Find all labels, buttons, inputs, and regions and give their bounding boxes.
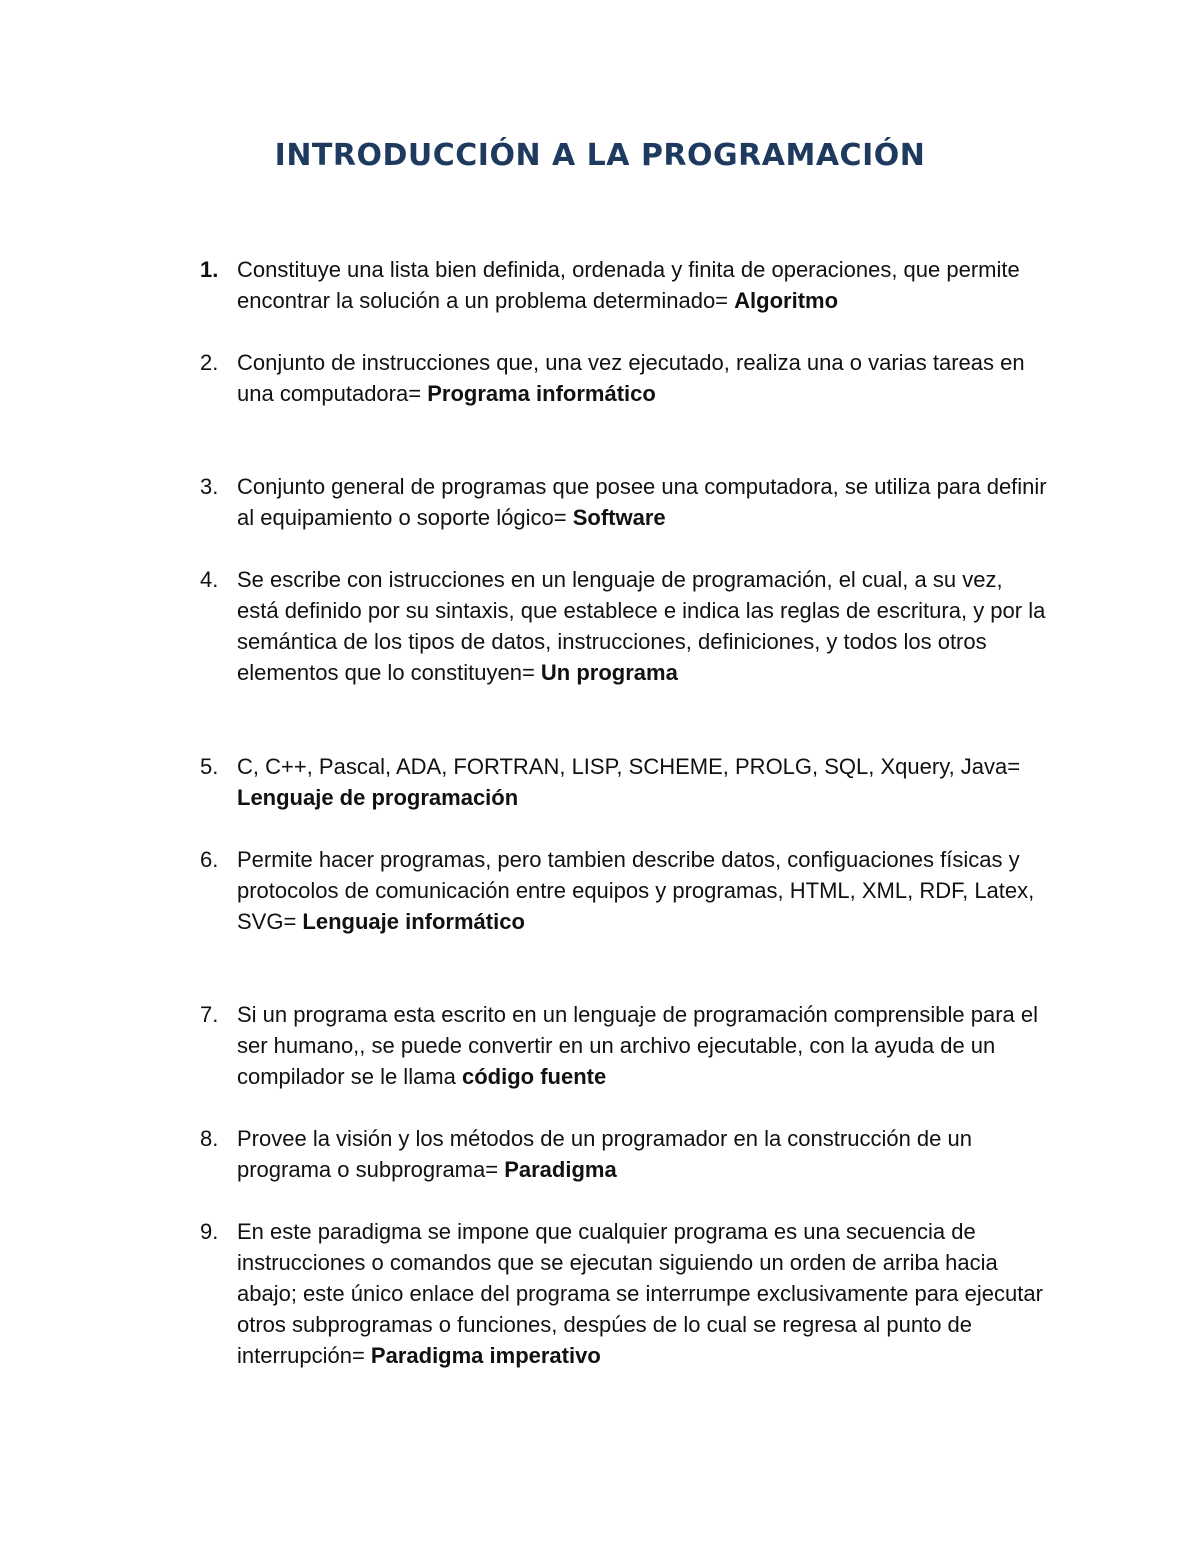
item-number: 2. xyxy=(200,350,219,375)
item-term: Lenguaje informático xyxy=(302,909,525,934)
list-item-6 xyxy=(200,844,1050,937)
item-number: 5. xyxy=(200,754,219,779)
document-title: INTRODUCCIÓN A LA PROGRAMACIÓN xyxy=(274,138,926,173)
item-number: 6. xyxy=(200,847,219,872)
item-text-4 xyxy=(237,564,1050,688)
item-number: 4. xyxy=(200,567,219,592)
item-definition: En este paradigma se impone que cualquier programa es una secuencia de instrucciones o comandos que se ejecutan siguiendo un orden de arriba hacia abajo; este único enlace del programa se interrumpe exclusivamente para ejecutar otros subprogramas o funciones, despúes de lo cual se regresa al punto de interrupción= xyxy=(237,1219,1043,1368)
item-definition: Permite hacer programas, pero tambien describe datos, configuaciones físicas y protocolos de comunicación entre equipos y programas, HTML, XML, RDF, Latex, SVG= xyxy=(237,847,1035,934)
list-item-3 xyxy=(200,471,1050,533)
item-number: 9. xyxy=(200,1219,219,1244)
item-definition: Conjunto general de programas que posee una computadora, se utiliza para definir al equipamiento o soporte lógico= xyxy=(237,474,1047,530)
item-text-6 xyxy=(237,844,1050,937)
item-definition: Se escribe con istrucciones en un lenguaje de programación, el cual, a su vez, está definido por su sintaxis, que establece e indica las reglas de escritura, y por la semántica de los tipos de datos, instrucciones, definiciones, y todos los otros elementos que lo constituyen= xyxy=(237,567,1046,685)
item-text-3 xyxy=(237,471,1050,533)
item-text-9 xyxy=(237,1216,1050,1371)
item-term: Paradigma imperativo xyxy=(370,1343,601,1368)
item-term: Paradigma xyxy=(504,1157,617,1182)
item-definition: Si un programa esta escrito en un lenguaje de programación comprensible para el ser humano,, se puede convertir en un archivo ejecutable, con la ayuda de un compilador se le llama xyxy=(237,1002,1039,1089)
item-term: Un programa xyxy=(540,660,678,685)
list-item-1 xyxy=(200,254,1050,316)
item-number: 1. xyxy=(200,257,219,282)
list-item-7 xyxy=(200,999,1050,1092)
item-definition: Constituye una lista bien definida, ordenada y finita de operaciones, que permite encontrar la solución a un problema determinado= xyxy=(237,257,1020,313)
item-term: código fuente xyxy=(461,1064,607,1089)
list-item-4 xyxy=(200,564,1050,688)
item-text-5 xyxy=(237,751,1050,813)
item-text-2 xyxy=(237,347,1050,409)
item-definition: C, C++, Pascal, ADA, FORTRAN, LISP, SCHEME, PROLG, SQL, Xquery, Java= xyxy=(237,754,1021,779)
item-text-7 xyxy=(237,999,1050,1092)
item-text-8 xyxy=(237,1123,1050,1185)
item-number: 8. xyxy=(200,1126,219,1151)
item-definition: Provee la visión y los métodos de un programador en la construcción de un programa o subprograma= xyxy=(237,1126,972,1182)
item-definition: Conjunto de instrucciones que, una vez ejecutado, realiza una o varias tareas en una computadora= xyxy=(237,350,1025,406)
list-item-9 xyxy=(200,1216,1050,1371)
item-term: Lenguaje de programación xyxy=(237,785,519,810)
item-number: 7. xyxy=(200,1002,219,1027)
item-text-1 xyxy=(237,254,1050,316)
item-term: Programa informático xyxy=(427,381,656,406)
item-term: Software xyxy=(572,505,666,530)
list-item-8 xyxy=(200,1123,1050,1185)
item-number: 3. xyxy=(200,474,219,499)
item-term: Algoritmo xyxy=(734,288,839,313)
list-item-2 xyxy=(200,347,1050,409)
list-item-5 xyxy=(200,751,1050,813)
